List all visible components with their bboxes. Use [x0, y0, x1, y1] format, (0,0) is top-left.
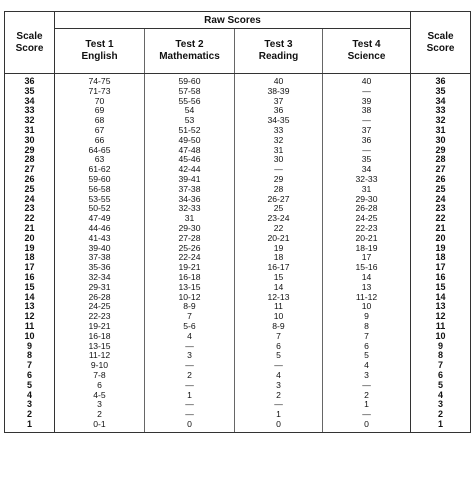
table-row: [5, 400, 471, 410]
scale-score-right-cell: 4: [411, 391, 471, 401]
table-row: [5, 87, 471, 97]
test-4-label: Test 4: [352, 39, 381, 50]
table-row: [5, 106, 471, 116]
reading-raw-cell: 15: [235, 273, 323, 283]
science-raw-cell: 7: [323, 332, 411, 342]
english-raw-cell: 71-73: [55, 87, 145, 97]
mathematics-raw-cell: 53: [145, 116, 235, 126]
reading-raw-cell: 10: [235, 312, 323, 322]
scale-score-left-cell: 11: [5, 322, 55, 332]
table-row: [5, 136, 471, 146]
mathematics-raw-cell: 42-44: [145, 165, 235, 175]
english-raw-cell: 16-18: [55, 332, 145, 342]
reading-raw-cell: 6: [235, 342, 323, 352]
scale-score-left-cell: 7: [5, 361, 55, 371]
table-row: [5, 224, 471, 234]
test-1-english-header: [55, 29, 145, 74]
science-raw-cell: 17: [323, 253, 411, 263]
english-raw-cell: 39-40: [55, 244, 145, 254]
science-raw-cell: 22-23: [323, 224, 411, 234]
reading-raw-cell: 22: [235, 224, 323, 234]
science-raw-cell: 20-21: [323, 234, 411, 244]
scale-score-left-cell: 8: [5, 351, 55, 361]
science-raw-cell: 8: [323, 322, 411, 332]
scale-score-header-right-line1: Scale: [427, 30, 454, 42]
science-raw-cell: 15-16: [323, 263, 411, 273]
table-row: [5, 234, 471, 244]
english-raw-cell: 56-58: [55, 185, 145, 195]
science-raw-cell: 13: [323, 283, 411, 293]
scale-score-left-cell: 28: [5, 155, 55, 165]
table-row: [5, 410, 471, 420]
reading-raw-cell: 5: [235, 351, 323, 361]
scale-score-left-cell: 5: [5, 381, 55, 391]
reading-raw-cell: 31: [235, 146, 323, 156]
reading-raw-cell: 25: [235, 204, 323, 214]
reading-raw-cell: 33: [235, 126, 323, 136]
scale-score-right-cell: 35: [411, 87, 471, 97]
science-raw-cell: 14: [323, 273, 411, 283]
scale-score-right-cell: 15: [411, 283, 471, 293]
english-raw-cell: 53-55: [55, 195, 145, 205]
mathematics-raw-cell: —: [145, 381, 235, 391]
test-3-subject: Reading: [258, 51, 299, 62]
mathematics-raw-cell: 37-38: [145, 185, 235, 195]
science-raw-cell: 37: [323, 126, 411, 136]
science-raw-cell: —: [323, 87, 411, 97]
mathematics-raw-cell: 22-24: [145, 253, 235, 263]
test-1-subject: English: [81, 51, 118, 62]
scale-score-left-cell: 13: [5, 302, 55, 312]
scale-score-left-cell: 20: [5, 234, 55, 244]
table-row: [5, 351, 471, 361]
mathematics-raw-cell: —: [145, 342, 235, 352]
score-conversion-table-container: [4, 11, 470, 433]
reading-raw-cell: 3: [235, 381, 323, 391]
reading-raw-cell: 20-21: [235, 234, 323, 244]
english-raw-cell: 7-8: [55, 371, 145, 381]
reading-raw-cell: 37: [235, 97, 323, 107]
science-raw-cell: 6: [323, 342, 411, 352]
mathematics-raw-cell: 45-46: [145, 155, 235, 165]
table-row: [5, 312, 471, 322]
mathematics-raw-cell: 8-9: [145, 302, 235, 312]
science-raw-cell: 39: [323, 97, 411, 107]
scale-score-header-right: [411, 12, 471, 74]
scale-score-right-cell: 21: [411, 224, 471, 234]
scale-score-right-cell: 3: [411, 400, 471, 410]
table-row: [5, 253, 471, 263]
science-raw-cell: —: [323, 116, 411, 126]
mathematics-raw-cell: 1: [145, 391, 235, 401]
scale-score-header-left-line1: Scale: [16, 30, 43, 42]
reading-raw-cell: 11: [235, 302, 323, 312]
science-raw-cell: —: [323, 381, 411, 391]
reading-raw-cell: 29: [235, 175, 323, 185]
scale-score-right-cell: 28: [411, 155, 471, 165]
mathematics-raw-cell: 51-52: [145, 126, 235, 136]
scale-score-left-cell: 16: [5, 273, 55, 283]
reading-raw-cell: 23-24: [235, 214, 323, 224]
scale-score-right-cell: 22: [411, 214, 471, 224]
english-raw-cell: 35-36: [55, 263, 145, 273]
scale-score-right-cell: 9: [411, 342, 471, 352]
english-raw-cell: 44-46: [55, 224, 145, 234]
reading-raw-cell: 19: [235, 244, 323, 254]
english-raw-cell: 13-15: [55, 342, 145, 352]
scale-score-right-cell: 31: [411, 126, 471, 136]
mathematics-raw-cell: 0: [145, 420, 235, 432]
english-raw-cell: 64-65: [55, 146, 145, 156]
science-raw-cell: 0: [323, 420, 411, 432]
scale-score-left-cell: 24: [5, 195, 55, 205]
english-raw-cell: 70: [55, 97, 145, 107]
science-raw-cell: —: [323, 410, 411, 420]
table-row: [5, 283, 471, 293]
science-raw-cell: 1: [323, 400, 411, 410]
table-row: [5, 273, 471, 283]
mathematics-raw-cell: 34-36: [145, 195, 235, 205]
table-row: [5, 146, 471, 156]
table-row: [5, 371, 471, 381]
table-row: [5, 195, 471, 205]
scale-score-right-cell: 11: [411, 322, 471, 332]
mathematics-raw-cell: 25-26: [145, 244, 235, 254]
mathematics-raw-cell: 29-30: [145, 224, 235, 234]
scale-score-header-right-line2: Score: [426, 42, 455, 54]
table-row: [5, 263, 471, 273]
table-row: [5, 293, 471, 303]
scale-score-right-cell: 27: [411, 165, 471, 175]
scale-score-left-cell: 17: [5, 263, 55, 273]
table-row: [5, 155, 471, 165]
score-rows: [5, 74, 471, 433]
reading-raw-cell: —: [235, 361, 323, 371]
english-raw-cell: 67: [55, 126, 145, 136]
mathematics-raw-cell: —: [145, 361, 235, 371]
science-raw-cell: 11-12: [323, 293, 411, 303]
reading-raw-cell: 32: [235, 136, 323, 146]
english-raw-cell: 69: [55, 106, 145, 116]
reading-raw-cell: 40: [235, 74, 323, 87]
mathematics-raw-cell: 32-33: [145, 204, 235, 214]
scale-score-left-cell: 4: [5, 391, 55, 401]
scale-score-right-cell: 5: [411, 381, 471, 391]
scale-score-right-cell: 17: [411, 263, 471, 273]
science-raw-cell: 34: [323, 165, 411, 175]
english-raw-cell: 6: [55, 381, 145, 391]
table-row: [5, 126, 471, 136]
scale-score-right-cell: 12: [411, 312, 471, 322]
science-raw-cell: 31: [323, 185, 411, 195]
science-raw-cell: 9: [323, 312, 411, 322]
scale-score-right-cell: 2: [411, 410, 471, 420]
reading-raw-cell: 38-39: [235, 87, 323, 97]
science-raw-cell: 26-28: [323, 204, 411, 214]
mathematics-raw-cell: 49-50: [145, 136, 235, 146]
science-raw-cell: 4: [323, 361, 411, 371]
english-raw-cell: 41-43: [55, 234, 145, 244]
scale-score-header-left-line2: Score: [15, 42, 44, 54]
scale-score-right-cell: 23: [411, 204, 471, 214]
mathematics-raw-cell: 10-12: [145, 293, 235, 303]
table-row: [5, 381, 471, 391]
english-raw-cell: 26-28: [55, 293, 145, 303]
table-row: [5, 175, 471, 185]
english-raw-cell: 3: [55, 400, 145, 410]
english-raw-cell: 37-38: [55, 253, 145, 263]
scale-score-right-cell: 7: [411, 361, 471, 371]
scale-score-left-cell: 18: [5, 253, 55, 263]
english-raw-cell: 9-10: [55, 361, 145, 371]
scale-score-right-cell: 8: [411, 351, 471, 361]
scale-score-right-cell: 13: [411, 302, 471, 312]
table-row: [5, 244, 471, 254]
science-raw-cell: 3: [323, 371, 411, 381]
english-raw-cell: 32-34: [55, 273, 145, 283]
test-3-label: Test 3: [264, 39, 293, 50]
scale-score-right-cell: 19: [411, 244, 471, 254]
science-raw-cell: 32-33: [323, 175, 411, 185]
table-row: [5, 74, 471, 87]
reading-raw-cell: 18: [235, 253, 323, 263]
english-raw-cell: 66: [55, 136, 145, 146]
english-raw-cell: 61-62: [55, 165, 145, 175]
english-raw-cell: 11-12: [55, 351, 145, 361]
mathematics-raw-cell: 3: [145, 351, 235, 361]
table-row: [5, 204, 471, 214]
scale-score-left-cell: 29: [5, 146, 55, 156]
scale-score-header-left: [5, 12, 55, 74]
test-2-subject: Mathematics: [159, 51, 220, 62]
reading-raw-cell: 8-9: [235, 322, 323, 332]
scale-score-left-cell: 27: [5, 165, 55, 175]
table-row: [5, 322, 471, 332]
scale-score-right-cell: 29: [411, 146, 471, 156]
reading-raw-cell: 2: [235, 391, 323, 401]
mathematics-raw-cell: 54: [145, 106, 235, 116]
scale-score-left-cell: 19: [5, 244, 55, 254]
mathematics-raw-cell: —: [145, 400, 235, 410]
score-conversion-table: [4, 11, 471, 433]
scale-score-right-cell: 10: [411, 332, 471, 342]
scale-score-right-cell: 20: [411, 234, 471, 244]
table-row: [5, 116, 471, 126]
reading-raw-cell: 12-13: [235, 293, 323, 303]
mathematics-raw-cell: 55-56: [145, 97, 235, 107]
science-raw-cell: 29-30: [323, 195, 411, 205]
scale-score-left-cell: 15: [5, 283, 55, 293]
test-3-reading-header: [235, 29, 323, 74]
scale-score-right-cell: 1: [411, 420, 471, 432]
mathematics-raw-cell: 59-60: [145, 74, 235, 87]
english-raw-cell: 47-49: [55, 214, 145, 224]
test-1-label: Test 1: [85, 39, 114, 50]
scale-score-right-cell: 16: [411, 273, 471, 283]
scale-score-left-cell: 14: [5, 293, 55, 303]
scale-score-left-cell: 21: [5, 224, 55, 234]
mathematics-raw-cell: 31: [145, 214, 235, 224]
reading-raw-cell: 28: [235, 185, 323, 195]
scale-score-right-cell: 25: [411, 185, 471, 195]
scale-score-right-cell: 18: [411, 253, 471, 263]
scale-score-right-cell: 24: [411, 195, 471, 205]
science-raw-cell: 10: [323, 302, 411, 312]
reading-raw-cell: 30: [235, 155, 323, 165]
scale-score-left-cell: 25: [5, 185, 55, 195]
table-row: [5, 332, 471, 342]
table-row: [5, 214, 471, 224]
reading-raw-cell: 0: [235, 420, 323, 432]
science-raw-cell: 36: [323, 136, 411, 146]
scale-score-left-cell: 33: [5, 106, 55, 116]
table-row: [5, 391, 471, 401]
mathematics-raw-cell: —: [145, 410, 235, 420]
scale-score-right-cell: 30: [411, 136, 471, 146]
english-raw-cell: 50-52: [55, 204, 145, 214]
table-row: [5, 185, 471, 195]
science-raw-cell: —: [323, 146, 411, 156]
mathematics-raw-cell: 7: [145, 312, 235, 322]
scale-score-left-cell: 6: [5, 371, 55, 381]
reading-raw-cell: —: [235, 400, 323, 410]
reading-raw-cell: 16-17: [235, 263, 323, 273]
scale-score-left-cell: 32: [5, 116, 55, 126]
english-raw-cell: 4-5: [55, 391, 145, 401]
scale-score-left-cell: 3: [5, 400, 55, 410]
reading-raw-cell: 34-35: [235, 116, 323, 126]
scale-score-left-cell: 22: [5, 214, 55, 224]
reading-raw-cell: —: [235, 165, 323, 175]
reading-raw-cell: 26-27: [235, 195, 323, 205]
scale-score-right-cell: 34: [411, 97, 471, 107]
scale-score-right-cell: 33: [411, 106, 471, 116]
scale-score-left-cell: 23: [5, 204, 55, 214]
mathematics-raw-cell: 5-6: [145, 322, 235, 332]
science-raw-cell: 24-25: [323, 214, 411, 224]
science-raw-cell: 35: [323, 155, 411, 165]
scale-score-left-cell: 1: [5, 420, 55, 432]
scale-score-left-cell: 30: [5, 136, 55, 146]
science-raw-cell: 40: [323, 74, 411, 87]
mathematics-raw-cell: 13-15: [145, 283, 235, 293]
raw-scores-header: Raw Scores: [55, 12, 411, 29]
english-raw-cell: 24-25: [55, 302, 145, 312]
scale-score-right-cell: 26: [411, 175, 471, 185]
mathematics-raw-cell: 39-41: [145, 175, 235, 185]
mathematics-raw-cell: 19-21: [145, 263, 235, 273]
table-row: [5, 420, 471, 432]
scale-score-left-cell: 10: [5, 332, 55, 342]
mathematics-raw-cell: 27-28: [145, 234, 235, 244]
science-raw-cell: 38: [323, 106, 411, 116]
test-2-mathematics-header: [145, 29, 235, 74]
scale-score-left-cell: 2: [5, 410, 55, 420]
english-raw-cell: 19-21: [55, 322, 145, 332]
test-4-science-header: [323, 29, 411, 74]
scale-score-left-cell: 9: [5, 342, 55, 352]
table-row: [5, 165, 471, 175]
english-raw-cell: 0-1: [55, 420, 145, 432]
reading-raw-cell: 36: [235, 106, 323, 116]
english-raw-cell: 29-31: [55, 283, 145, 293]
english-raw-cell: 59-60: [55, 175, 145, 185]
english-raw-cell: 63: [55, 155, 145, 165]
scale-score-right-cell: 36: [411, 74, 471, 87]
mathematics-raw-cell: 2: [145, 371, 235, 381]
scale-score-left-cell: 12: [5, 312, 55, 322]
scale-score-right-cell: 6: [411, 371, 471, 381]
mathematics-raw-cell: 16-18: [145, 273, 235, 283]
scale-score-left-cell: 35: [5, 87, 55, 97]
table-row: [5, 361, 471, 371]
test-4-subject: Science: [347, 51, 386, 62]
science-raw-cell: 18-19: [323, 244, 411, 254]
scale-score-left-cell: 36: [5, 74, 55, 87]
scale-score-left-cell: 31: [5, 126, 55, 136]
mathematics-raw-cell: 47-48: [145, 146, 235, 156]
test-2-label: Test 2: [175, 39, 204, 50]
table-row: [5, 97, 471, 107]
english-raw-cell: 68: [55, 116, 145, 126]
table-row: [5, 342, 471, 352]
science-raw-cell: 2: [323, 391, 411, 401]
reading-raw-cell: 14: [235, 283, 323, 293]
mathematics-raw-cell: 57-58: [145, 87, 235, 97]
scale-score-left-cell: 26: [5, 175, 55, 185]
mathematics-raw-cell: 4: [145, 332, 235, 342]
scale-score-right-cell: 14: [411, 293, 471, 303]
scale-score-right-cell: 32: [411, 116, 471, 126]
table-row: [5, 302, 471, 312]
english-raw-cell: 74-75: [55, 74, 145, 87]
scale-score-left-cell: 34: [5, 97, 55, 107]
science-raw-cell: 5: [323, 351, 411, 361]
english-raw-cell: 2: [55, 410, 145, 420]
reading-raw-cell: 4: [235, 371, 323, 381]
reading-raw-cell: 1: [235, 410, 323, 420]
english-raw-cell: 22-23: [55, 312, 145, 322]
reading-raw-cell: 7: [235, 332, 323, 342]
